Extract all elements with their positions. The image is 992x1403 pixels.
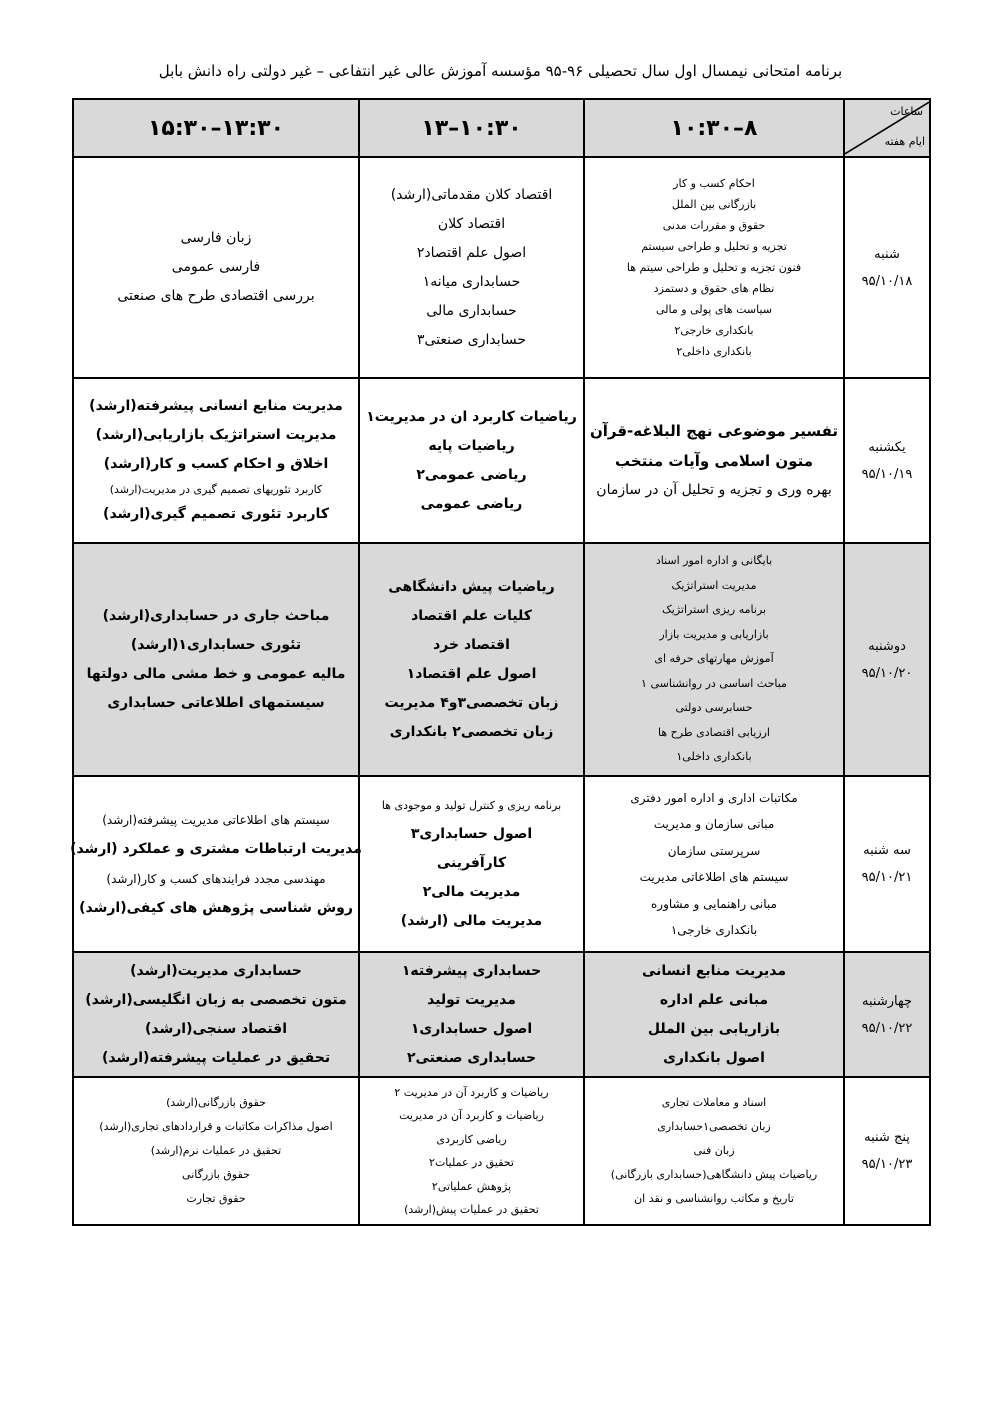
slot3-header: ۱۳:۳۰–۱۵:۳۰ (73, 99, 359, 157)
slot1-cell (584, 952, 844, 1077)
slot1-cell (584, 378, 844, 543)
course-item: سیستم های اطلاعاتی مدیریت پیشرفته(ارشد) (102, 813, 330, 827)
course-item: ریاضیات پیش دانشگاهی (388, 578, 555, 595)
course-item: فنون تجزیه و تحلیل و طراحی سیتم ها (626, 261, 802, 274)
course-item: کاربرد تئوریهای تصمیم گیری در مدیریت(ارشد) (109, 483, 323, 496)
day-date: ۹۵/۱۰/۱۹ (861, 466, 913, 482)
course-item: احکام کسب و کار (673, 177, 755, 190)
course-item: آموزش مهارتهای حرفه ای (654, 652, 774, 666)
slot1-cell (584, 157, 844, 378)
course-item: کارآفرینی (436, 855, 507, 871)
course-item: فارسی عمومی (171, 259, 261, 275)
course-item: اقتصاد کلان مقدماتی(ارشد) (390, 186, 553, 203)
course-item: زبان تخصصی۳و۴ مدیریت (384, 694, 559, 711)
course-item: مالیه عمومی و خط مشی مالی دولتها (86, 665, 346, 682)
course-item: اصول بانکداری (663, 1049, 765, 1066)
course-item: اصول حسابداری۳ (410, 826, 533, 842)
course-item: اخلاق و احکام کسب و کار(ارشد) (103, 456, 329, 472)
course-item: کلیات علم اقتصاد (411, 607, 532, 624)
page-title: برنامه امتحانی نیمسال اول سال تحصیلی ۹۶-۹۵ مؤسسه آموزش عالی غیر انتفاعی – غیر دولتی راه دانش بابل (158, 62, 843, 80)
day-cell (844, 543, 930, 776)
course-item: ریاضیات پیش دانشگاهی(حسابداری بازرگانی) (610, 1168, 818, 1181)
course-item: زبان تخصصی۲ بانکداری (389, 723, 554, 740)
course-item: مباحث اساسی در روانشناسی ۱ (641, 676, 787, 690)
course-item: سیستم های اطلاعاتی مدیریت (639, 870, 789, 884)
course-item: زبان فارسی (180, 230, 252, 246)
schedule-row-sunday (73, 378, 930, 543)
course-item: ریاضی کاربردی (436, 1132, 507, 1146)
course-item: نظام های حقوق و دستمزد (653, 282, 775, 295)
course-item: حسابداری صنعتی۳ (417, 331, 527, 348)
schedule-row-monday (73, 543, 930, 776)
course-item: سرپرستی سازمان (667, 843, 761, 858)
course-item: اقتصاد کلان (437, 215, 506, 232)
day-name: شنبه (874, 246, 900, 262)
course-item: مباحث جاری در حسابداری(ارشد) (102, 607, 330, 624)
course-item: حسابداری میانه۱ (422, 273, 521, 290)
course-item: ریاضی عمومی (420, 495, 523, 512)
course-item: تئوری حسابداری۱(ارشد) (130, 636, 302, 653)
course-item: اصول علم اقتصاد۲ (416, 244, 527, 261)
course-item: متون تخصصی به زبان انگلیسی(ارشد) (85, 991, 347, 1008)
slot3-cell (73, 378, 359, 543)
course-item: اصول حسابداری۱ (410, 1020, 533, 1037)
exam-schedule-table (72, 98, 931, 1226)
slot1-cell (584, 776, 844, 952)
header-row (73, 99, 930, 157)
course-item: اقتصاد سنجی(ارشد) (144, 1020, 288, 1037)
course-item: مدیریت ارتباطات مشتری و عملکرد (ارشد) (70, 841, 362, 857)
course-item: برنامه ریزی و کنترل تولید و موجودی ها (381, 799, 562, 812)
course-item: حقوق بازرگانی(ارشد) (166, 1096, 266, 1109)
course-item: ریاضیات پایه (428, 437, 515, 454)
slot1-header: ۸–۱۰:۳۰ (584, 99, 844, 157)
course-item: تحقیق در عملیات۲ (429, 1156, 514, 1169)
corner-hours-label: ساعات (890, 105, 923, 118)
course-item: حقوق و مقررات مدنی (662, 219, 766, 232)
course-item: تجزیه و تحلیل و طراحی سیستم (641, 240, 787, 253)
course-item: مبانی علم اداره (659, 991, 769, 1008)
course-item: ریاضی عمومی۲ (416, 466, 527, 483)
slot3-cell (70, 776, 362, 952)
course-item: اسناد و معاملات تجاری (661, 1096, 767, 1109)
course-item: مدیریت تولید (427, 991, 516, 1008)
course-item: بانکداری داخلی۱ (676, 750, 752, 764)
course-item: مدیریت مالی۲ (422, 884, 521, 900)
course-item: مکاتبات اداری و اداره امور دفتری (630, 790, 798, 805)
slot2-cell (359, 157, 584, 378)
corner-header-cell (844, 99, 930, 157)
day-date: ۹۵/۱۰/۲۰ (861, 665, 913, 681)
course-item: بانکداری خارجی۲ (674, 324, 754, 337)
slot3-cell (73, 1077, 359, 1225)
day-date: ۹۵/۱۰/۲۳ (861, 1157, 913, 1172)
day-name: پنج شنبه (864, 1130, 910, 1145)
slot2-cell (359, 543, 584, 776)
course-item: مبانی راهنمایی و مشاوره (651, 896, 777, 911)
course-item: مدیریت استراتژیک (671, 578, 757, 592)
course-item: متون اسلامی وآیات منتخب (614, 452, 814, 470)
course-item: مدیریت منابع انسانی (642, 962, 786, 979)
day-cell (844, 378, 930, 543)
course-item: تاریخ و مکاتب روانشناسی و نقد ان (634, 1192, 794, 1205)
slot3-cell (73, 543, 359, 776)
course-item: زبان تخصصی۱حسابداری (657, 1120, 771, 1133)
day-date: ۹۵/۱۰/۱۸ (861, 273, 913, 289)
course-item: حقوق بازرگانی (182, 1168, 250, 1181)
course-item: برنامه ریزی استراتژیک (661, 603, 767, 617)
corner-days-label: ایام هفته (884, 135, 925, 148)
day-name: چهارشنبه (862, 993, 912, 1009)
day-date: ۹۵/۱۰/۲۲ (861, 1020, 913, 1036)
course-item: بانکداری خارجی۱ (670, 923, 758, 937)
course-item: بانکداری داخلی۲ (676, 345, 752, 358)
course-item: حسابداری مدیریت(ارشد) (130, 962, 302, 979)
course-item: بهره وری و تجزیه و تحلیل آن در سازمان (596, 482, 832, 498)
slot1-cell (584, 1077, 844, 1225)
course-item: اقتصاد خرد (433, 636, 510, 653)
course-item: تحقیق در عملیات پیشرفته(ارشد) (101, 1049, 331, 1066)
course-item: بازاریابی بین الملل (647, 1020, 781, 1037)
course-item: حسابداری مالی (426, 302, 517, 319)
slot2-cell (359, 378, 584, 543)
course-item: مدیریت استراتژیک بازاریابی(ارشد) (95, 427, 337, 443)
course-item: مبانی سازمان و مدیریت (653, 817, 775, 831)
day-cell (844, 157, 930, 378)
course-item: بازرگانی بین الملل (671, 198, 757, 211)
day-cell (844, 952, 930, 1077)
course-item: حسابداری پیشرفته۱ (401, 962, 542, 979)
course-item: اصول مذاکرات مکاتبات و قراردادهای تجاری(ارشد) (99, 1120, 333, 1133)
course-item: تحقیق در عملیات نرم(ارشد) (150, 1144, 282, 1157)
course-item: زبان فنی (693, 1144, 735, 1157)
course-item: مدیریت مالی (ارشد) (400, 913, 543, 929)
course-item: ریاضیات و کاربرد آن در مدیریت ۲ (394, 1085, 549, 1099)
course-item: سیستمهای اطلاعاتی حسابداری (107, 694, 325, 711)
course-item: حسابرسی دولتی (675, 701, 753, 715)
slot1-cell (584, 543, 844, 776)
day-date: ۹۵/۱۰/۲۱ (861, 870, 913, 885)
course-item: اصول علم اقتصاد۱ (406, 665, 537, 682)
course-item: سیاست های پولی و مالی (656, 303, 772, 316)
course-item: حقوق تجارت (186, 1192, 246, 1205)
course-item: تفسیر موضوعی نهج البلاغه-قرآن (589, 422, 839, 440)
day-cell (844, 776, 930, 952)
course-item: ریاضیات و کاربرد آن در مدیریت (399, 1109, 544, 1122)
course-item: مدیریت منابع انسانی پیشرفته(ارشد) (89, 398, 343, 414)
day-name: سه شنبه (863, 843, 911, 858)
slot2-cell (359, 776, 584, 952)
course-item: تحقیق در عملیات پیش(ارشد) (404, 1203, 539, 1216)
course-item: پژوهش عملیاتی۲ (431, 1179, 512, 1193)
course-item: ارزیابی اقتصادی طرح ها (658, 725, 770, 739)
course-item: کاربرد تئوری تصمیم گیری(ارشد) (103, 506, 329, 522)
slot3-cell (73, 952, 359, 1077)
slot3-cell (73, 157, 359, 378)
course-item: بایگانی و اداره امور اسناد (655, 554, 773, 568)
course-item: مهندسی مجدد فرایندهای کسب و کار(ارشد) (106, 872, 326, 886)
schedule-row-wednesday (73, 952, 930, 1077)
schedule-row-thursday (73, 1077, 930, 1225)
day-cell (844, 1077, 930, 1225)
course-item: ریاضیات کاربرد ان در مدیریت۱ (366, 408, 577, 425)
slot2-header: ۱۰:۳۰–۱۳ (359, 99, 584, 157)
course-item: حسابداری صنعتی۲ (406, 1049, 537, 1066)
slot2-cell (359, 952, 584, 1077)
day-name: یکشنبه (868, 439, 906, 455)
course-item: بررسی اقتصادی طرح های صنعتی (117, 288, 315, 304)
schedule-row-saturday (73, 157, 930, 378)
slot2-cell (359, 1077, 584, 1225)
course-item: بازاریابی و مدیریت بازار (659, 627, 769, 641)
day-name: دوشنبه (868, 638, 906, 654)
schedule-row-tuesday (73, 776, 930, 952)
course-item: روش شناسی پژوهش های کیفی(ارشد) (79, 900, 353, 916)
